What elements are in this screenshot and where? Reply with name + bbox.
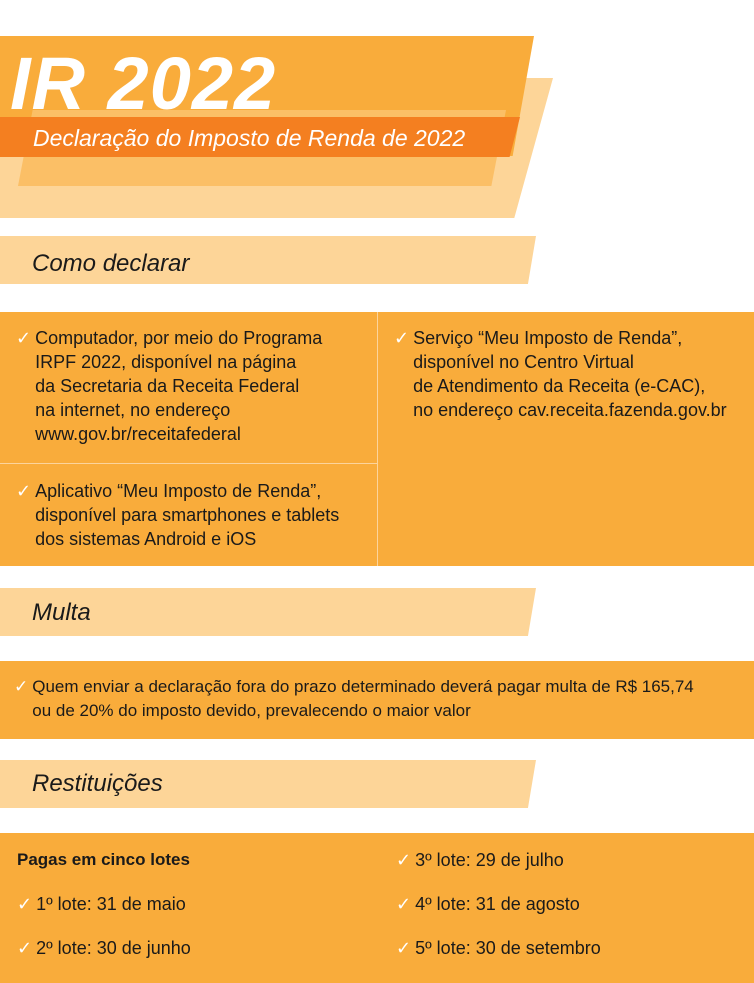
method-computador-text: Computador, por meio do Programa IRPF 2022, disponível na página da Secretaria da Receita Federal na internet, no endereço www.gov.br/receitafederal — [35, 328, 323, 444]
method-aplicativo-text: Aplicativo “Meu Imposto de Renda”, disponível para smartphones e tablets dos sistemas Android e iOS — [35, 481, 340, 549]
multa-item — [14, 675, 750, 723]
lote-3-text: 3º lote: 29 de julho — [415, 850, 564, 870]
lote-5-text: 5º lote: 30 de setembro — [415, 938, 601, 958]
lote-item-2 — [17, 936, 191, 960]
lote-4-text: 4º lote: 31 de agosto — [415, 894, 580, 914]
check-icon: ✓ — [396, 894, 412, 914]
check-icon: ✓ — [396, 850, 412, 870]
panel-divider-horizontal — [0, 463, 377, 464]
method-computador — [16, 326, 371, 446]
lote-item-5 — [396, 936, 601, 960]
method-servico — [394, 326, 749, 422]
page-subtitle: Declaração do Imposto de Renda de 2022 — [33, 125, 466, 151]
page-title: IR 2022 — [10, 42, 277, 125]
check-icon: ✓ — [16, 328, 32, 348]
restituicoes-subheading: Pagas em cinco lotes — [17, 850, 190, 869]
lote-item-3 — [396, 848, 564, 872]
method-aplicativo — [16, 479, 371, 551]
panel-divider-vertical — [377, 312, 378, 566]
method-servico-text: Serviço “Meu Imposto de Renda”, disponível no Centro Virtual de Atendimento da Receita (e-CAC), no endereço cav.receita.fazenda.gov.br — [413, 328, 727, 420]
lote-1-text: 1º lote: 31 de maio — [36, 894, 186, 914]
check-icon: ✓ — [394, 328, 410, 348]
restituicoes-heading: Restituições — [32, 770, 163, 797]
lote-item-1 — [17, 892, 186, 916]
multa-heading: Multa — [32, 599, 91, 626]
lote-2-text: 2º lote: 30 de junho — [36, 938, 191, 958]
check-icon: ✓ — [16, 481, 32, 501]
check-icon: ✓ — [14, 677, 29, 696]
lote-item-4 — [396, 892, 580, 916]
check-icon: ✓ — [17, 894, 33, 914]
check-icon: ✓ — [17, 938, 33, 958]
como-declarar-heading: Como declarar — [32, 250, 190, 277]
multa-text: Quem enviar a declaração fora do prazo determinado deverá pagar multa de R$ 165,74 ou de 20% do imposto devido, prevalecendo o maior valor — [32, 677, 694, 720]
check-icon: ✓ — [396, 938, 412, 958]
